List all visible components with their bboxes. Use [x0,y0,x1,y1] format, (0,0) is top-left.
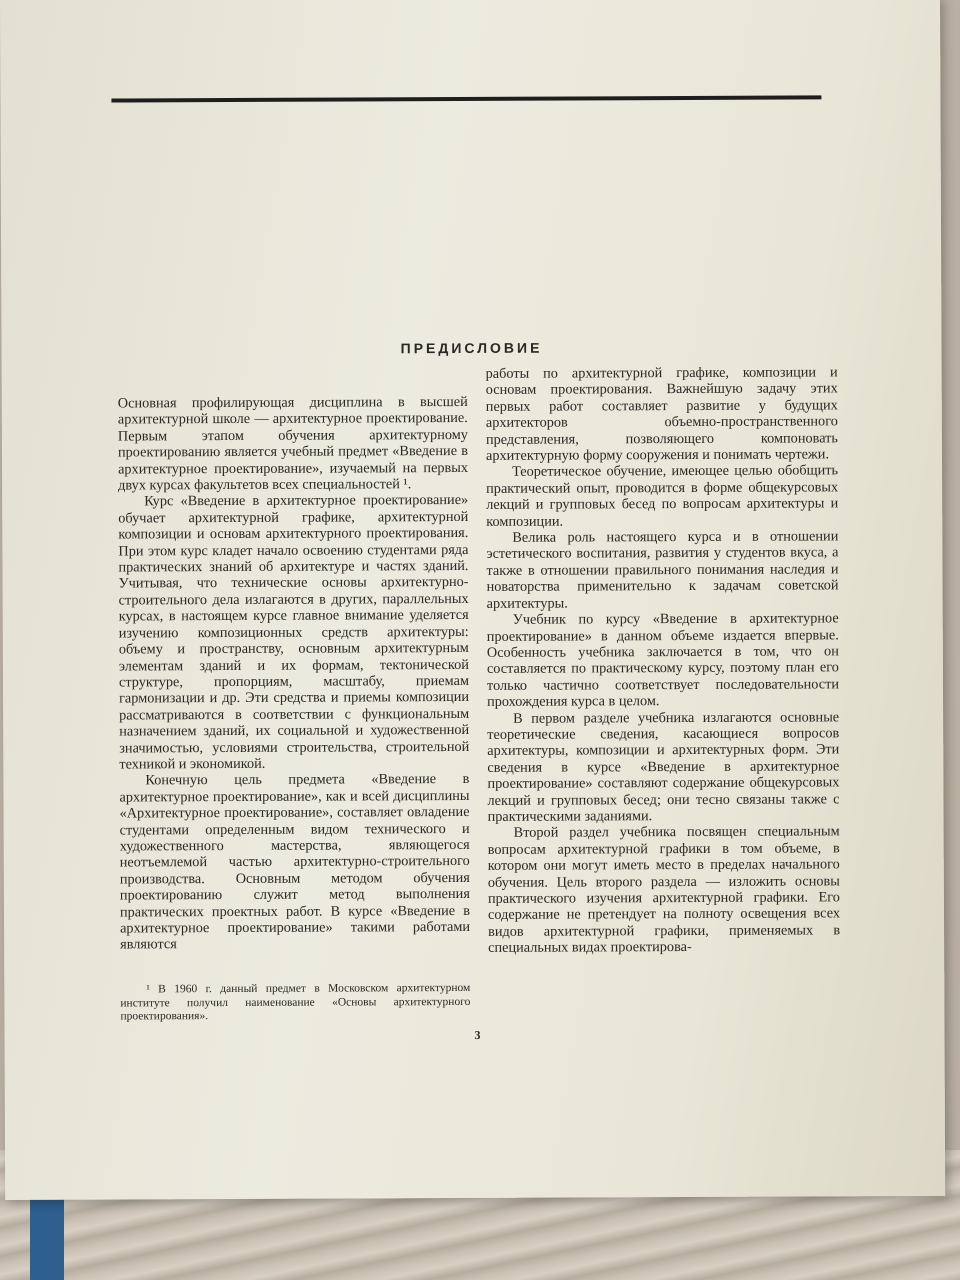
right-paragraph-5: В первом разделе учебника излагаются основные теоретические сведения, касающиеся вопросов архитектуры, композиции и архитектурных форм. Эти сведения в курсе «Введение в архитектурное проектирование» составляют содержание общекурсовых лекций и групповых бесед; они тесно связаны также с практическими заданиями. [487,708,840,825]
right-paragraph-2: Теоретическое обучение, имеющее целью обобщить практический опыт, проводится в форме общекурсовых лекций и групповых бесед по вопросам архитектуры и композиции. [486,462,839,530]
left-paragraph-2: Курс «Введение в архитектурное проектирование» обучает архитектурной графике, архитектурной композиции и основам архитектурного проектирования. При этом курс кладет начало освоению студентами ряда практических знаний об архитектуре и частях зданий. Учитывая, что технические основы архитектурно-строительного дела излагаются в других, параллельных курсах, в настоящем курсе главное внимание уделяется изучению композиционных средств архитектуры: объему и пространству, основным архитектурным элементам зданий и их формам, тектонической структуре, пропорциям, масштабу, приемам гармонизации и др. Эти средства и приемы композиции рассматриваются в соответствии с функциональным назначением зданий, их социальной и художественной значимостью, условиями строительства, строительной техникой и экономикой. [118,492,470,773]
right-paragraph-4: Учебник по курсу «Введение в архитектурное проектирование» в данном объеме издается впервые. Особенность учебника заключается в том, что он составляется по практическому курсу, поэтому план его только частично соответствует последовательности прохождения курса в целом. [486,610,840,711]
right-paragraph-6: Второй раздел учебника посвящен специальным вопросам архитектурной графики в том объеме, в котором они могут иметь место в пределах начального обучения. Цель второго раздела — изложить основы практического изучения архитектурной графики. Его содержание не претендует на полноту освещения всех видов архитектурной графики, применяемых в специальных видах проектирова- [487,823,841,957]
page-number: 3 [474,1027,481,1042]
left-paragraph-3: Конечную цель предмета «Введение в архитектурное проектирование», как и всей дисциплины «Архитектурное проектирование», составляет овладение студентами определенным видом технического и художественного мастерства, являющегося неотъемлемой частью архитектурно-строительного производства. Основным методом обучения проектированию служит метод выполнения практических проектных работ. В курсе «Введение в архитектурное проектирование» такими работами являются [119,771,471,953]
left-paragraph-1: Основная профилирующая дисциплина в высшей архитектурной школе — архитектурное проектирование. Первым этапом обучения архитектурному проектированию является учебный предмет «Введение в архитектурное проектирование», изучаемый на первых двух курсах факультетов всех специальностей ¹. [117,393,469,494]
left-column [118,394,470,953]
top-rule [111,95,821,102]
right-paragraph-1: работы по архитектурной графике, композиции и основам проектирования. Важнейшую задачу этих первых работ составляет развитие у будущих архитекторов объемно-пространственного представления, позволяющего компоновать архитектурную форму сооружения и понимать чертежи. [485,364,838,464]
right-paragraph-3: Велика роль настоящего курса и в отношении эстетического воспитания, развития у студентов вкуса, а также в отношении правильного понимания наследия и новаторства применительно к задачам советской архитектуры. [486,528,839,612]
footnote [120,982,470,1024]
footnote-text: ¹ В 1960 г. данный предмет в Московском архитектурном институте получил наименование «Основы архитектурного проектирования». [120,981,471,1023]
page-title: ПРЕДИСЛОВИЕ [400,339,543,357]
right-column [486,364,841,956]
